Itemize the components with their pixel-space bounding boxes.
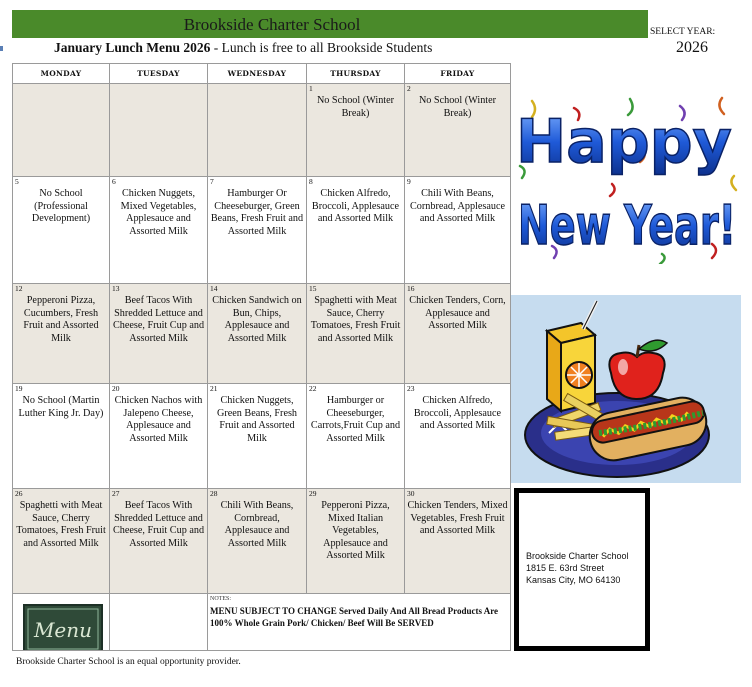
day-cell — [110, 84, 208, 177]
day-cell — [307, 384, 405, 489]
day-cell — [307, 84, 405, 177]
menu-item: Chicken Alfredo, Broccoli, Applesauce and Assorted Milk — [413, 395, 502, 431]
menu-item: No School (Winter Break) — [418, 95, 497, 119]
day-cell — [208, 84, 307, 177]
juice-box-icon — [547, 301, 597, 411]
happy-text: Happy — [516, 107, 732, 177]
happy-new-year-graphic — [512, 96, 744, 264]
menu-item: Chicken Sandwich on Bun, Chips, Applesauce and Assorted Milk — [212, 295, 302, 344]
menu-tagline: - Lunch is free to all Brookside Students — [210, 40, 433, 55]
day-cell — [110, 489, 208, 594]
lunch-food-graphic — [511, 295, 741, 483]
day-cell — [405, 84, 511, 177]
day-number: 22 — [309, 384, 317, 393]
day-cell — [405, 489, 511, 594]
day-cell — [13, 84, 110, 177]
day-number: 28 — [210, 489, 218, 498]
menu-item: Pepperoni Pizza, Cucumbers, Fresh Fruit and Assorted Milk — [23, 295, 99, 344]
menu-item: Beef Tacos With Shredded Lettuce and Cheese, Fruit Cup and Assorted Milk — [112, 500, 205, 549]
new-year-text: New Year! — [518, 194, 736, 257]
address-street: 1815 E. 63rd Street — [526, 563, 605, 573]
day-cell — [13, 177, 110, 284]
day-cell — [110, 177, 208, 284]
day-number: 14 — [210, 284, 218, 293]
menu-item: Spaghetti with Meat Sauce, Cherry Tomatoes, Fresh Fruit and Assorted Milk — [16, 500, 106, 549]
day-number: 6 — [112, 177, 116, 186]
school-name: Brookside Charter School — [183, 15, 361, 34]
day-cell — [405, 384, 511, 489]
day-cell — [405, 284, 511, 384]
day-cell — [208, 489, 307, 594]
menu-item: No School (Martin Luther King Jr. Day) — [18, 395, 104, 419]
day-cell — [13, 284, 110, 384]
day-number: 2 — [407, 84, 411, 93]
day-number: 15 — [309, 284, 317, 293]
menu-item: Chili With Beans, Cornbread, Applesauce and Assorted Milk — [409, 188, 506, 224]
day-number: 21 — [210, 384, 218, 393]
address-box — [514, 488, 650, 651]
day-cell — [307, 489, 405, 594]
day-cell — [307, 284, 405, 384]
day-number: 16 — [407, 284, 415, 293]
menu-item: Pepperoni Pizza, Mixed Italian Vegetables, Applesauce and Assorted Milk — [321, 500, 390, 561]
day-number: 7 — [210, 177, 214, 186]
day-number: 5 — [15, 177, 19, 186]
menu-item: Hamburger Or Cheeseburger, Green Beans, Fresh Fruit and Assorted Milk — [210, 188, 304, 237]
select-year-label: SELECT YEAR: — [650, 27, 716, 37]
menu-item: Chicken Tenders, Corn, Applesauce and Assorted Milk — [409, 295, 506, 331]
school-banner — [12, 10, 648, 38]
day-number: 12 — [15, 284, 23, 293]
empty-cell — [110, 594, 208, 651]
day-cell — [208, 384, 307, 489]
apple-icon — [609, 340, 667, 399]
day-cell — [110, 384, 208, 489]
day-header-tuesday: TUESDAY — [110, 64, 208, 84]
day-header-friday: FRIDAY — [405, 64, 511, 84]
menu-title: January Lunch Menu 2026 — [54, 40, 211, 55]
day-number: 19 — [15, 384, 23, 393]
select-year-value[interactable]: 2026 — [676, 39, 708, 56]
menu-item: Spaghetti with Meat Sauce, Cherry Tomatoes, Fresh Fruit and Assorted Milk — [310, 295, 401, 344]
menu-item: No School (Winter Break) — [316, 95, 395, 119]
address-name: Brookside Charter School — [526, 551, 629, 561]
lunch-calendar — [12, 63, 511, 651]
menu-item: Beef Tacos With Shredded Lettuce and Cheese, Fruit Cup and Assorted Milk — [112, 295, 205, 344]
day-number: 30 — [407, 489, 415, 498]
day-cell — [13, 384, 110, 489]
day-number: 9 — [407, 177, 411, 186]
day-number: 1 — [309, 84, 313, 93]
menu-item: Chili With Beans, Cornbread, Applesauce and Assorted Milk — [220, 500, 294, 549]
menu-subtitle — [54, 40, 432, 56]
menu-item: Chicken Alfredo, Broccoli, Applesauce and Assorted Milk — [311, 188, 400, 224]
menu-sign-text: Menu — [33, 618, 93, 642]
menu-item: Chicken Tenders, Mixed Vegetables, Fresh Fruit and Assorted Milk — [407, 500, 508, 536]
day-number: 8 — [309, 177, 313, 186]
menu-item: Chicken Nuggets, Green Beans, Fresh Fruit and Assorted Milk — [216, 395, 298, 444]
day-cell — [307, 177, 405, 284]
notes-text: MENU SUBJECT TO CHANGE Served Daily And All Bread Products Are 100% Whole Grain Pork/ Chicken/ Beef Will Be SERVED — [210, 606, 499, 628]
day-cell — [110, 284, 208, 384]
address-city: Kansas City, MO 64130 — [526, 575, 621, 585]
footer-statement: Brookside Charter School is an equal opportunity provider. — [16, 657, 241, 667]
day-number: 13 — [112, 284, 120, 293]
day-number: 29 — [309, 489, 317, 498]
menu-item: Chicken Nuggets, Mixed Vegetables, Applesauce and Assorted Milk — [120, 188, 197, 237]
menu-item: Chicken Nachos with Jalepeno Cheese, Applesauce and Assorted Milk — [114, 395, 203, 444]
menu-item: No School (Professional Development) — [31, 188, 91, 224]
notes-cell — [208, 594, 511, 651]
day-header-wednesday: WEDNESDAY — [208, 64, 307, 84]
day-number: 20 — [112, 384, 120, 393]
day-number: 26 — [15, 489, 23, 498]
day-cell — [13, 489, 110, 594]
day-header-thursday: THURSDAY — [307, 64, 405, 84]
edge-marker — [0, 46, 3, 51]
day-number: 23 — [407, 384, 415, 393]
notes-label: NOTES: — [210, 596, 231, 602]
day-number: 27 — [112, 489, 120, 498]
day-cell — [208, 284, 307, 384]
menu-item: Hamburger or Cheeseburger, Carrots,Fruit Cup and Assorted Milk — [310, 395, 401, 444]
menu-sign-cell — [13, 594, 110, 651]
day-header-monday: MONDAY — [13, 64, 110, 84]
day-cell — [208, 177, 307, 284]
menu-chalkboard-icon — [23, 604, 103, 651]
day-cell — [405, 177, 511, 284]
